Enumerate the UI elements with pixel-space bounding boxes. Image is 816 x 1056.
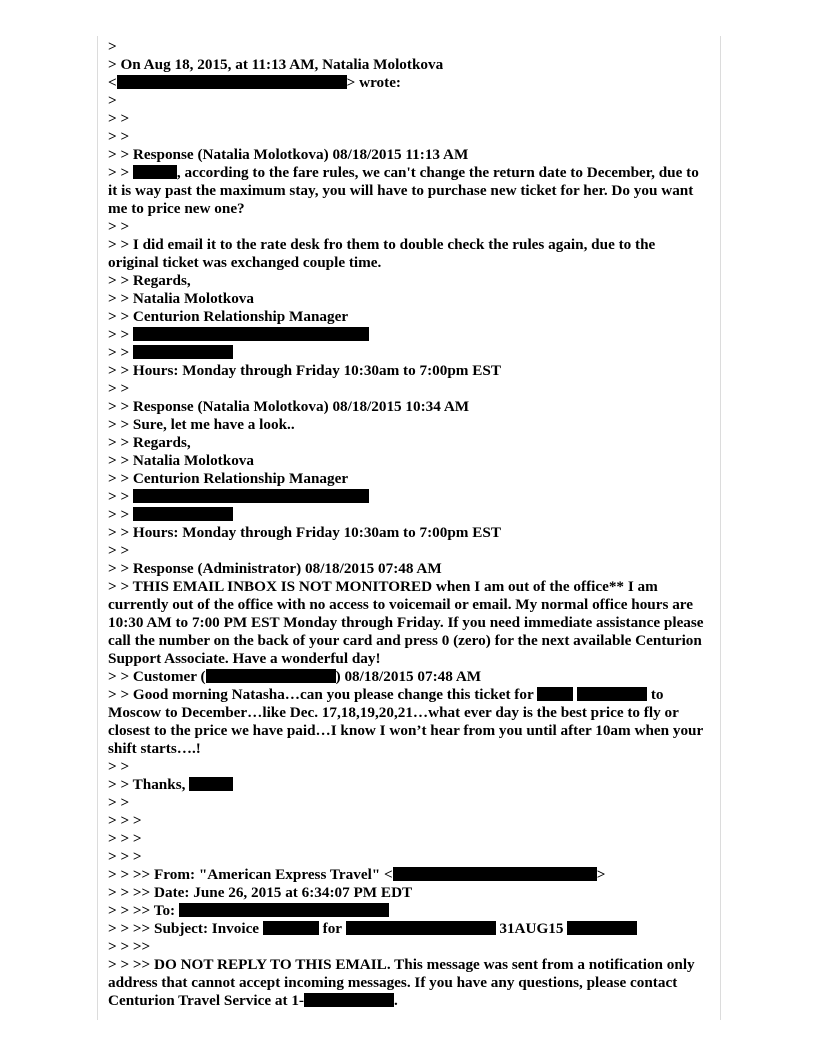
redacted-name (346, 921, 496, 935)
redacted-name (133, 165, 177, 179)
quote-prefix: > > (108, 164, 130, 181)
auto-reply-text: > > THIS EMAIL INBOX IS NOT MONITORED when I am out of the office** I am currently out of the office with no access to voicemail or email. My normal office hours are 10:30 AM to 7:00 PM EST Monday through Friday. If you need immediate assistance please call the number on the back of your card and press 0 (zero) for the next available Centurion Support Associate. Have a wonderful day! (108, 578, 704, 667)
quote-line: > (108, 92, 117, 109)
redacted-name (577, 687, 647, 701)
signature-contact: > > (108, 326, 708, 344)
redacted-contact (133, 327, 369, 341)
redacted-name (537, 687, 573, 701)
redacted-contact (133, 489, 369, 503)
quote-line: > > (108, 128, 130, 145)
redacted-contact (133, 345, 233, 359)
hours-line: > > Hours: Monday through Friday 10:30am to 7:00pm EST (108, 524, 501, 541)
response-header: > > Response (Natalia Molotkova) 08/18/2015 10:34 AM (108, 398, 470, 415)
quote-line: > > > (108, 812, 142, 829)
quote-line: > > (108, 110, 130, 127)
redacted-email (393, 867, 597, 881)
quote-line: > (108, 38, 117, 55)
quote-line: > > (108, 380, 130, 397)
response-body: > > Sure, let me have a look.. (108, 416, 295, 433)
redacted-phone (304, 993, 394, 1007)
signature-contact: > > (108, 488, 708, 506)
response-body (108, 164, 708, 218)
quote-line: > > (108, 758, 130, 775)
signature-contact: > > (108, 344, 708, 362)
redacted-route (567, 921, 637, 935)
signature-contact: > > (108, 506, 708, 524)
thanks-line: > > Thanks, (108, 776, 708, 794)
hours-line: > > Hours: Monday through Friday 10:30am to 7:00pm EST (108, 362, 501, 379)
redacted-contact (133, 507, 233, 521)
email-thread (108, 38, 708, 1010)
fare-rules-text: , according to the fare rules, we can't change the return date to December, due to it is way past the maximum stay, you will have to purchase new ticket for her. Do you want me to price new one? (108, 164, 699, 217)
sender-email-line (108, 74, 708, 92)
signature-name: > > Natalia Molotkova (108, 290, 254, 307)
regards-line: > > Regards, (108, 434, 191, 451)
quote-line: > > > (108, 848, 142, 865)
customer-header: > > Customer ( ) 08/18/2015 07:48 AM (108, 668, 482, 685)
quote-line: > > (108, 542, 130, 559)
redacted-customer (206, 669, 336, 683)
quote-line: > > > (108, 830, 142, 847)
angle-open: < (108, 74, 117, 91)
signature-title: > > Centurion Relationship Manager (108, 470, 349, 487)
rate-desk-text: > > I did email it to the rate desk fro them to double check the rules again, due to the original ticket was exchanged couple time. (108, 236, 656, 271)
customer-message: > > Good morning Natasha…can you please change this ticket for to Moscow to December…like Dec. 17,18,19,20,21…what ever day is the best price to fly or closest to the price we have paid…I know I won’t hear from you until after 10am when your shift starts….! (108, 686, 703, 757)
redacted-email (179, 903, 389, 917)
quote-line: > > >> (108, 938, 151, 955)
subject-line: > > >> Subject: Invoice for 31AUG15 (108, 920, 708, 938)
to-line: > > >> To: (108, 902, 708, 920)
response-header: > > Response (Natalia Molotkova) 08/18/2015 11:13 AM (108, 146, 469, 163)
redacted-invoice (263, 921, 319, 935)
redacted-name (189, 777, 233, 791)
from-line: > > >> From: "American Express Travel" < > (108, 866, 606, 883)
quote-line: > > (108, 218, 130, 235)
thread-header: > On Aug 18, 2015, at 11:13 AM, Natalia Molotkova (108, 56, 444, 73)
redacted-email (117, 75, 347, 89)
wrote-text: > wrote: (346, 74, 401, 91)
signature-name: > > Natalia Molotkova (108, 452, 254, 469)
date-line: > > >> Date: June 26, 2015 at 6:34:07 PM EDT (108, 884, 413, 901)
response-header: > > Response (Administrator) 08/18/2015 07:48 AM (108, 560, 442, 577)
regards-line: > > Regards, (108, 272, 191, 289)
notification-text: > > >> DO NOT REPLY TO THIS EMAIL. This message was sent from a notification only address that cannot accept incoming messages. If you have any questions, please contact Centurion Travel Service at 1- . (108, 956, 695, 1009)
signature-title: > > Centurion Relationship Manager (108, 308, 349, 325)
quote-line: > > (108, 794, 130, 811)
